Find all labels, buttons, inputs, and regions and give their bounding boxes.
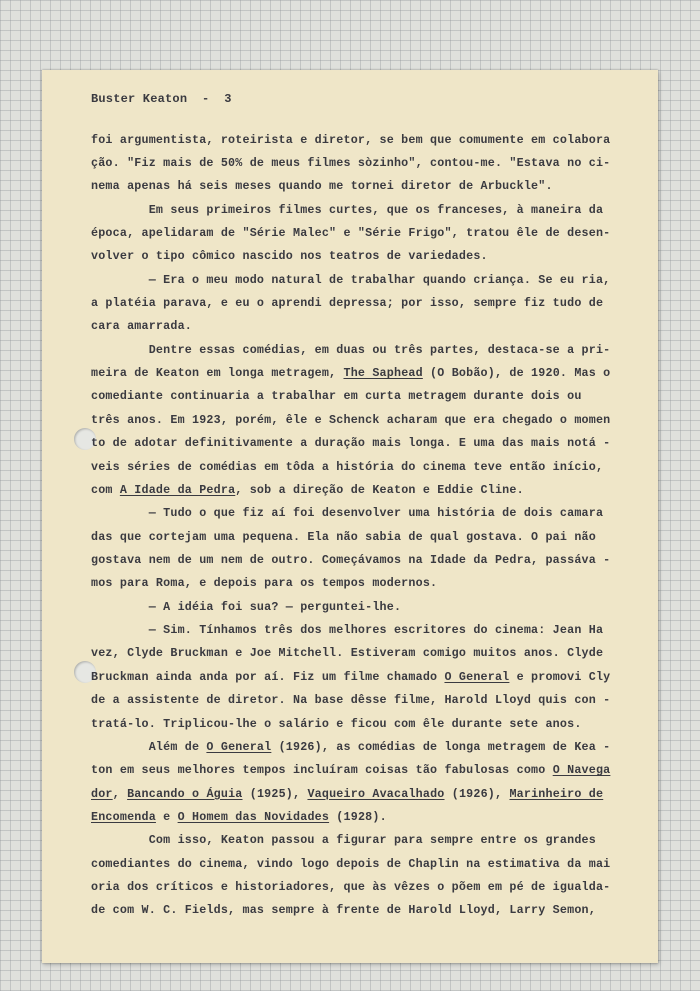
underlined-title: Bancando o Águia bbox=[127, 786, 243, 801]
text-segment: vez, Clyde Bruckman e Joe Mitchell. Estiveram comigo muitos anos. Clyde bbox=[91, 646, 604, 661]
text-line bbox=[91, 905, 596, 917]
text-segment: três anos. Em 1923, porém, êle e Schenck acharam que era chegado o momen bbox=[91, 412, 611, 427]
text-line bbox=[91, 529, 596, 544]
text-line bbox=[91, 716, 582, 731]
text-segment: mos para Roma, e depois para os tempos modernos. bbox=[91, 576, 438, 591]
text-line bbox=[91, 225, 611, 240]
text-segment: ção. "Fiz mais de 50% de meus filmes sòzinho", contou-me. "Estava no ci- bbox=[91, 155, 611, 170]
text-line bbox=[91, 882, 610, 894]
text-line bbox=[91, 599, 402, 614]
text-segment: Com isso, Keaton passou a figurar para sempre entre os grandes bbox=[91, 833, 596, 848]
text-segment: época, apelidaram de "Série Malec" e "Série Frigo", tratou êle de desen- bbox=[91, 225, 611, 240]
text-segment: foi argumentista, roteirista e diretor, se bem que comumente em colabora bbox=[91, 132, 611, 147]
text-segment: cara amarrada. bbox=[91, 319, 192, 334]
text-segment: Dentre essas comédias, em duas ou três partes, destaca-se a pri- bbox=[91, 342, 611, 357]
text-segment: comediantes do cinema, vindo logo depois de Chaplin na estimativa da mai bbox=[91, 856, 611, 871]
text-line bbox=[91, 856, 611, 871]
page-header: Buster Keaton - 3 bbox=[91, 92, 232, 106]
text-segment: nema apenas há seis meses quando me tornei diretor de Arbuckle". bbox=[91, 179, 553, 194]
text-segment: Em seus primeiros filmes curtes, que os franceses, à maneira da bbox=[91, 202, 604, 217]
underlined-title: Vaqueiro Avacalhado bbox=[307, 786, 445, 801]
underlined-title: O Homem das Novidades bbox=[177, 809, 330, 824]
underlined-title: Encomenda bbox=[91, 809, 156, 824]
text-line bbox=[91, 298, 603, 310]
text-segment: — Sim. Tínhamos três dos melhores escritores do cinema: Jean Ha bbox=[91, 623, 604, 638]
underlined-title: O Navega bbox=[552, 763, 611, 778]
underlined-title: O General bbox=[444, 669, 510, 684]
text-segment: , sob a direção de Keaton e Eddie Cline. bbox=[235, 482, 524, 497]
text-line bbox=[91, 625, 603, 637]
text-line bbox=[91, 648, 603, 660]
text-segment: to de adotar definitivamente a duração mais longa. E uma das mais notá - bbox=[91, 436, 611, 451]
underlined-title: A Idade da Pedra bbox=[119, 482, 236, 497]
text-segment: volver o tipo cômico nascido nos teatros de variedades. bbox=[91, 249, 488, 264]
text-line bbox=[91, 272, 611, 287]
text-segment: tratá-lo. Triplicou-lhe o salário e ficou com êle durante sete anos. bbox=[91, 716, 582, 731]
text-segment: de com W. C. Fields, mas sempre à frente de Harold Lloyd, Larry Semon, bbox=[91, 903, 596, 918]
underlined-title: O General bbox=[206, 739, 272, 754]
text-segment: (1928). bbox=[329, 809, 387, 824]
text-segment: (1926), bbox=[444, 786, 510, 801]
text-line bbox=[91, 391, 582, 403]
text-segment: (1925), bbox=[242, 786, 308, 801]
text-line bbox=[91, 438, 610, 450]
text-segment: Bruckman ainda anda por aí. Fiz um filme chamado bbox=[91, 669, 445, 684]
text-segment: com bbox=[91, 482, 120, 497]
text-line bbox=[91, 342, 611, 357]
text-segment: veis séries de comédias em tôda a história do cinema teve então início, bbox=[91, 459, 604, 474]
text-line bbox=[91, 482, 524, 497]
text-line bbox=[91, 695, 610, 707]
text-line bbox=[91, 202, 604, 217]
underlined-title: dor bbox=[91, 786, 113, 801]
text-segment: meira de Keaton em longa metragem, bbox=[91, 366, 344, 381]
text-segment: ton em seus melhores tempos incluíram coisas tão fabulosas como bbox=[91, 763, 553, 778]
text-segment: , bbox=[112, 786, 128, 801]
text-line bbox=[91, 181, 553, 193]
text-line bbox=[91, 368, 610, 380]
text-segment: (1926), as comédias de longa metragem de Kea - bbox=[271, 739, 611, 754]
text-line bbox=[91, 835, 596, 847]
text-segment: comediante continuaria a trabalhar em curta metragem durante dois ou bbox=[91, 389, 582, 404]
text-segment: e promovi Cly bbox=[509, 669, 611, 684]
underlined-title: The Saphead bbox=[343, 366, 423, 381]
text-line bbox=[91, 155, 611, 170]
text-line bbox=[91, 578, 437, 590]
text-line bbox=[91, 508, 603, 520]
text-segment: das que cortejam uma pequena. Ela não sabia de qual gostava. O pai não bbox=[91, 529, 596, 544]
text-line bbox=[91, 739, 611, 754]
text-line bbox=[91, 765, 610, 777]
underlined-title: Marinheiro de bbox=[509, 786, 604, 801]
text-segment: e bbox=[155, 809, 178, 824]
text-segment: — Tudo o que fiz aí foi desenvolver uma história de dois camara bbox=[91, 506, 604, 521]
text-segment: — A idéia foi sua? — perguntei-lhe. bbox=[91, 599, 402, 614]
text-line bbox=[91, 132, 611, 147]
text-segment: Além de bbox=[91, 739, 207, 754]
text-line bbox=[91, 251, 488, 263]
text-line bbox=[91, 321, 192, 333]
text-segment: — Era o meu modo natural de trabalhar quando criança. Se eu ria, bbox=[91, 272, 611, 287]
text-line bbox=[91, 459, 604, 474]
text-line bbox=[91, 809, 387, 824]
text-line bbox=[91, 552, 611, 567]
text-segment: (O Bobão), de 1920. Mas o bbox=[422, 366, 611, 381]
text-segment: a platéia parava, e eu o aprendi depressa; por isso, sempre fiz tudo de bbox=[91, 296, 604, 311]
text-line bbox=[91, 786, 604, 801]
text-segment: gostava nem de um nem de outro. Começávamos na Idade da Pedra, passáva - bbox=[91, 552, 611, 567]
text-segment: de a assistente de diretor. Na base dêsse filme, Harold Lloyd quis con - bbox=[91, 693, 611, 708]
text-line bbox=[91, 669, 611, 684]
text-segment: oria dos críticos e historiadores, que às vêzes o põem em pé de igualda- bbox=[91, 880, 611, 895]
text-line bbox=[91, 412, 611, 427]
